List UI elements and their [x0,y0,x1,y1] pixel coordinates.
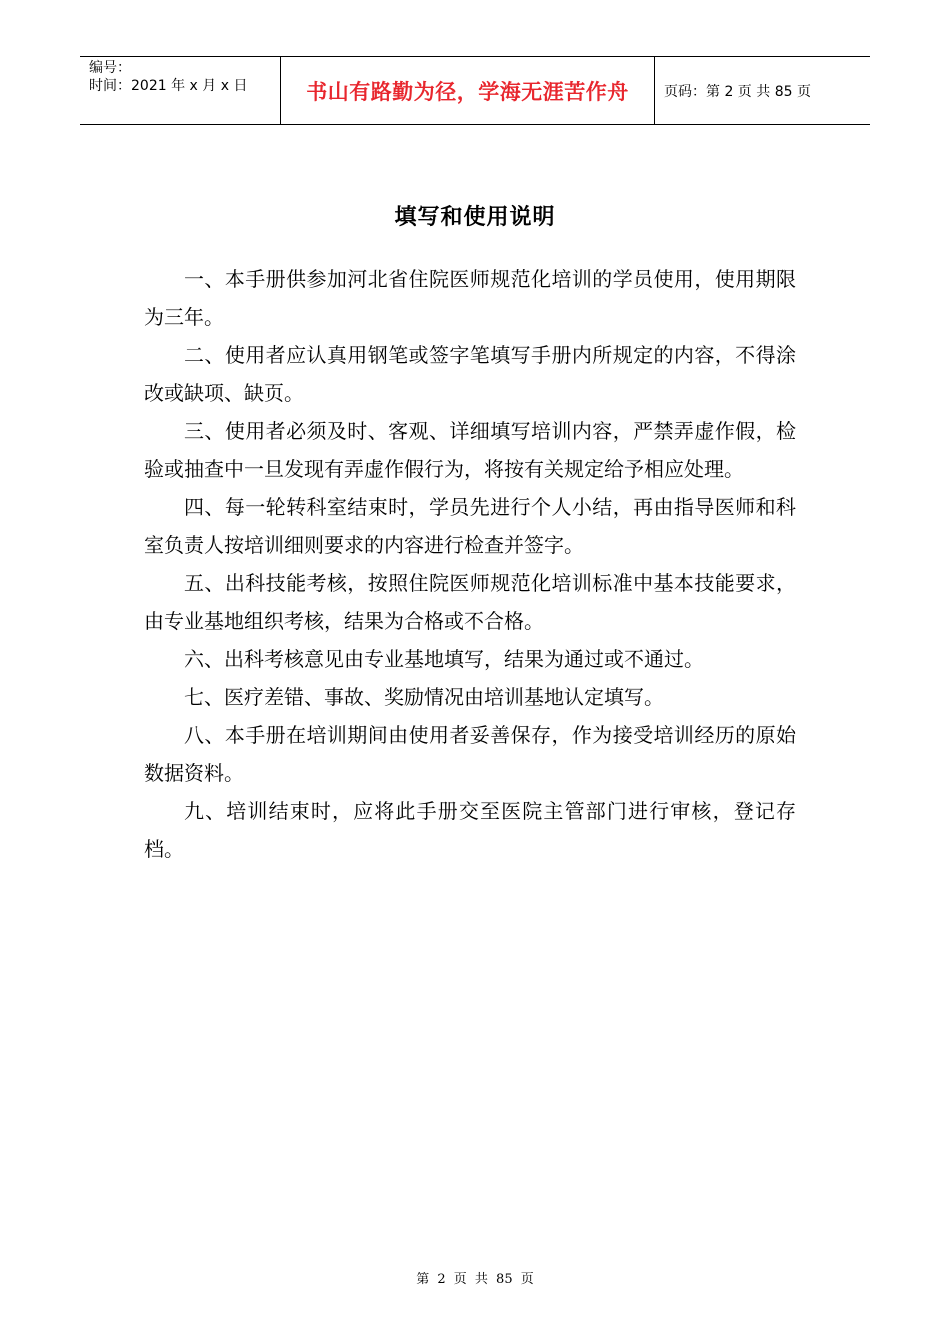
document-number-label: 编号： [89,60,131,76]
instruction-paragraph: 七、医疗差错、事故、奖励情况由培训基地认定填写。 [184,685,664,709]
document-date: 时间：2021 年 x 月 x 日 [89,78,248,94]
header-meta [80,57,281,124]
instruction-paragraph: 四、每一轮转科室结束时，学员先进行个人小结，再由指导医师和科室负责人按培训细则要求的内容进行检查并签字。 [144,495,796,557]
instructions-body [144,260,796,868]
instruction-paragraph: 三、使用者必须及时、客观、详细填写培训内容，严禁弄虚作假，检验或抽查中一旦发现有弄虚作假行为，将按有关规定给予相应处理。 [144,419,796,481]
instruction-paragraph: 二、使用者应认真用钢笔或签字笔填写手册内所规定的内容，不得涂改或缺项、缺页。 [144,343,796,405]
instruction-paragraph: 六、出科考核意见由专业基地填写，结果为通过或不通过。 [184,647,704,671]
instruction-paragraph: 一、本手册供参加河北省住院医师规范化培训的学员使用，使用期限为三年。 [144,267,796,329]
instruction-paragraph: 八、本手册在培训期间由使用者妥善保存，作为接受培训经历的原始数据资料。 [144,723,796,785]
page-footer: 第 2 页 共 85 页 [416,1272,534,1287]
document-title: 填写和使用说明 [394,205,556,230]
header-page-info: 页码：第 2 页 共 85 页 [664,83,811,100]
header-motto: 书山有路勤为径，学海无涯苦作舟 [281,57,655,124]
instruction-paragraph: 五、出科技能考核，按照住院医师规范化培训标准中基本技能要求，由专业基地组织考核，结果为合格或不合格。 [144,571,796,633]
page-header [80,56,870,125]
instruction-paragraph: 九、培训结束时，应将此手册交至医院主管部门进行审核，登记存档。 [144,799,796,861]
